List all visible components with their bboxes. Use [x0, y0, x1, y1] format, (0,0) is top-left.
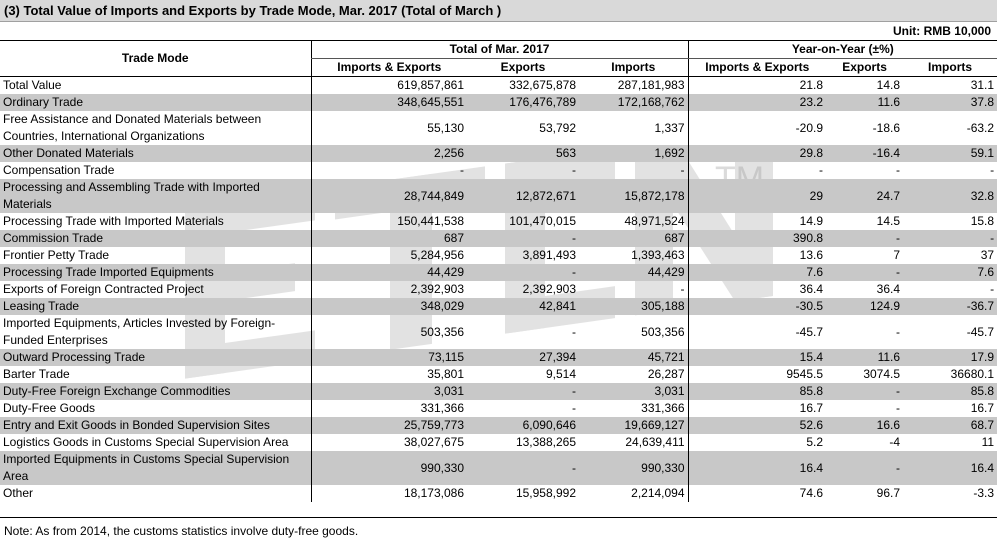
table-row	[0, 298, 997, 315]
total-imports-exports-cell: 619,857,861	[311, 77, 467, 95]
table-row	[0, 281, 997, 298]
total-exports-cell: 176,476,789	[467, 94, 579, 111]
yoy-imports-exports-cell: 74.6	[688, 485, 826, 502]
total-imports-exports-cell: 44,429	[311, 264, 467, 281]
yoy-exports-cell: 11.6	[826, 94, 903, 111]
total-imports-cell: 26,287	[647, 367, 685, 381]
total-imports-cell: 24,639,411	[625, 435, 685, 449]
table-row	[0, 247, 997, 264]
header-total-exports: Exports	[467, 59, 579, 77]
header-yoy-imports: Imports	[903, 59, 997, 77]
total-exports-cell: -	[572, 324, 576, 339]
yoy-imports-exports-cell: 16.7	[688, 400, 826, 417]
trade-mode-cell: Free Assistance and Donated Materials between Countries, International Organizations	[3, 112, 262, 143]
table-row	[0, 213, 997, 230]
trade-mode-cell: Processing Trade with Imported Materials	[3, 214, 224, 228]
yoy-exports-cell: -	[826, 451, 903, 485]
total-exports-cell: 3,891,493	[522, 248, 576, 262]
yoy-exports-cell: 24.7	[826, 179, 903, 213]
yoy-imports-exports-cell: 14.9	[688, 213, 826, 230]
yoy-imports-exports-cell: -	[688, 162, 826, 179]
yoy-exports-cell: 3074.5	[863, 367, 901, 381]
yoy-imports-cell: 16.4	[903, 451, 997, 485]
trade-mode-cell: Barter Trade	[3, 367, 70, 381]
yoy-imports-cell: -3.3	[973, 486, 995, 500]
yoy-exports-cell: 96.7	[876, 486, 901, 500]
yoy-imports-exports-cell: 52.6	[688, 417, 826, 434]
total-exports-cell: 15,958,992	[515, 486, 576, 500]
trade-mode-cell: Leasing Trade	[0, 298, 311, 315]
total-imports-cell: 1,337	[654, 120, 685, 135]
trade-mode-cell: Entry and Exit Goods in Bonded Supervision Sites	[0, 417, 311, 434]
total-imports-exports-cell: -	[311, 162, 467, 179]
total-imports-exports-cell: 150,441,538	[311, 213, 467, 230]
yoy-imports-cell: -45.7	[966, 324, 995, 339]
total-imports-cell: 1,692	[579, 145, 688, 162]
total-exports-cell: -	[572, 401, 576, 415]
total-exports-cell: 332,675,878	[509, 78, 576, 92]
total-imports-cell: 19,669,127	[579, 417, 688, 434]
total-imports-exports-cell: 348,029	[311, 298, 467, 315]
yoy-exports-cell: -	[826, 383, 903, 400]
table-row	[0, 264, 997, 281]
trade-mode-cell: Compensation Trade	[3, 163, 115, 177]
total-imports-cell: 44,429	[579, 264, 688, 281]
header-total-imports-exports: Imports & Exports	[311, 59, 467, 77]
total-imports-cell: 503,356	[641, 324, 685, 339]
yoy-imports-exports-cell: 16.4	[688, 451, 826, 485]
total-exports-cell: 101,470,015	[509, 214, 576, 228]
trade-mode-table	[0, 40, 997, 502]
total-imports-exports-cell: 18,173,086	[311, 485, 467, 502]
total-imports-cell: 687	[579, 230, 688, 247]
yoy-imports-cell: 59.1	[903, 145, 997, 162]
yoy-imports-exports-cell: 36.4	[688, 281, 826, 298]
table-row	[0, 451, 997, 485]
trade-mode-cell: Frontier Petty Trade	[3, 248, 110, 262]
total-imports-exports-cell: 55,130	[311, 111, 467, 145]
table-title: (3) Total Value of Imports and Exports by Trade Mode, Mar. 2017 (Total of March )	[0, 0, 997, 22]
total-imports-exports-cell: 25,759,773	[311, 417, 467, 434]
yoy-imports-exports-cell: 390.8	[688, 230, 826, 247]
yoy-imports-cell: -	[990, 282, 995, 296]
header-total-group: Total of Mar. 2017	[311, 41, 688, 59]
yoy-imports-exports-cell: 23.2	[688, 94, 826, 111]
yoy-exports-cell: 11.6	[826, 349, 903, 366]
total-exports-cell: -	[467, 383, 579, 400]
total-imports-exports-cell: 73,115	[311, 349, 467, 366]
table-row	[0, 179, 997, 213]
trade-mode-cell: Duty-Free Goods	[3, 401, 96, 415]
yoy-exports-cell: 14.8	[876, 78, 901, 92]
trade-mode-cell: Imported Equipments, Articles Invested by Foreign-Funded Enterprises	[3, 316, 276, 347]
yoy-exports-cell: 16.6	[826, 417, 903, 434]
yoy-imports-exports-cell: -30.5	[688, 298, 826, 315]
total-exports-cell: -	[467, 451, 579, 485]
table-body	[0, 77, 997, 503]
total-imports-cell: 287,181,983	[617, 78, 685, 92]
yoy-exports-cell: -18.6	[872, 120, 901, 135]
trade-mode-cell: Imported Equipments in Customs Special Supervision Area	[0, 451, 311, 485]
total-imports-exports-cell: 687	[311, 230, 467, 247]
trade-mode-cell: Outward Processing Trade	[0, 349, 311, 366]
total-imports-cell: 48,971,524	[624, 214, 685, 228]
trade-mode-cell: Ordinary Trade	[0, 94, 311, 111]
yoy-exports-cell: -	[896, 401, 901, 415]
total-imports-exports-cell: 5,284,956	[311, 247, 467, 264]
trade-mode-cell: Processing Trade Imported Equipments	[0, 264, 311, 281]
yoy-imports-exports-cell: 7.6	[688, 264, 826, 281]
table-row	[0, 111, 997, 145]
table-row	[0, 485, 997, 502]
total-exports-cell: 42,841	[467, 298, 579, 315]
header-yoy-group: Year-on-Year (±%)	[688, 41, 997, 59]
total-exports-cell: 563	[467, 145, 579, 162]
trade-mode-cell: Logistics Goods in Customs Special Supervision Area	[3, 435, 289, 449]
yoy-imports-cell: 31.1	[970, 78, 995, 92]
trade-mode-cell: Processing and Assembling Trade with Imported Materials	[0, 179, 311, 213]
table-row	[0, 400, 997, 417]
total-imports-exports-cell: 35,801	[311, 366, 467, 383]
table-row	[0, 77, 997, 95]
table-row	[0, 230, 997, 247]
total-exports-cell: -	[467, 264, 579, 281]
total-imports-exports-cell: 348,645,551	[311, 94, 467, 111]
yoy-exports-cell: -4	[889, 435, 901, 449]
table-row	[0, 383, 997, 400]
yoy-imports-exports-cell: 13.6	[688, 247, 826, 264]
yoy-exports-cell: 36.4	[876, 282, 901, 296]
total-exports-cell: 9,514	[545, 367, 576, 381]
yoy-exports-cell: -16.4	[826, 145, 903, 162]
total-imports-cell: 331,366	[641, 401, 685, 415]
yoy-imports-cell: 85.8	[903, 383, 997, 400]
table-row	[0, 162, 997, 179]
yoy-imports-exports-cell: -20.9	[688, 111, 826, 145]
yoy-imports-exports-cell: -45.7	[688, 315, 826, 349]
total-imports-cell: -	[680, 163, 685, 177]
total-imports-exports-cell: 38,027,675	[311, 434, 467, 451]
trade-mode-cell: Other Donated Materials	[0, 145, 311, 162]
table-row	[0, 145, 997, 162]
total-imports-exports-cell: 503,356	[311, 315, 467, 349]
total-imports-cell: 15,872,178	[579, 179, 688, 213]
yoy-imports-cell: 7.6	[903, 264, 997, 281]
yoy-exports-cell: -	[896, 324, 901, 339]
trade-mode-cell: Exports of Foreign Contracted Project	[3, 282, 204, 296]
yoy-imports-exports-cell: 85.8	[688, 383, 826, 400]
header-yoy-exports: Exports	[826, 59, 903, 77]
yoy-imports-exports-cell: 5.2	[688, 434, 826, 451]
trade-mode-cell: Duty-Free Foreign Exchange Commodities	[0, 383, 311, 400]
header-total-imports: Imports	[579, 59, 688, 77]
table-row	[0, 94, 997, 111]
table-bottom-rule	[0, 517, 997, 518]
trade-mode-cell: Other	[3, 486, 34, 500]
yoy-imports-cell: -	[990, 163, 995, 177]
yoy-imports-exports-cell: 29	[688, 179, 826, 213]
total-imports-exports-cell: 28,744,849	[311, 179, 467, 213]
yoy-imports-cell: 36680.1	[950, 367, 995, 381]
yoy-imports-cell: 37.8	[903, 94, 997, 111]
yoy-imports-cell: -36.7	[903, 298, 997, 315]
yoy-imports-cell: 32.8	[903, 179, 997, 213]
total-imports-cell: 990,330	[579, 451, 688, 485]
yoy-imports-cell: 37	[980, 248, 995, 262]
total-imports-exports-cell: 3,031	[311, 383, 467, 400]
header-yoy-imports-exports: Imports & Exports	[688, 59, 826, 77]
total-imports-cell: 3,031	[579, 383, 688, 400]
yoy-imports-cell: 17.9	[903, 349, 997, 366]
total-imports-exports-cell: 2,392,903	[311, 281, 467, 298]
yoy-imports-exports-cell: 21.8	[688, 77, 826, 95]
total-imports-cell: 172,168,762	[579, 94, 688, 111]
header-trade-mode: Trade Mode	[0, 41, 311, 77]
yoy-imports-cell: 11	[981, 435, 995, 449]
total-exports-cell: 2,392,903	[522, 282, 576, 296]
total-exports-cell: 6,090,646	[467, 417, 579, 434]
yoy-imports-cell: 15.8	[970, 214, 995, 228]
total-imports-cell: 2,214,094	[631, 486, 685, 500]
yoy-exports-cell: -	[896, 163, 901, 177]
total-exports-cell: 13,388,265	[515, 435, 576, 449]
total-exports-cell: 27,394	[467, 349, 579, 366]
total-imports-cell: 45,721	[579, 349, 688, 366]
table-row	[0, 315, 997, 349]
footnote: Note: As from 2014, the customs statistics involve duty-free goods.	[4, 524, 359, 538]
yoy-exports-cell: 124.9	[826, 298, 903, 315]
yoy-imports-exports-cell: 15.4	[688, 349, 826, 366]
yoy-exports-cell: 14.5	[876, 214, 901, 228]
total-imports-exports-cell: 2,256	[311, 145, 467, 162]
total-exports-cell: 12,872,671	[467, 179, 579, 213]
yoy-imports-exports-cell: 29.8	[688, 145, 826, 162]
yoy-imports-cell: -63.2	[966, 120, 995, 135]
unit-label: Unit: RMB 10,000	[892, 24, 991, 38]
total-imports-exports-cell: 990,330	[311, 451, 467, 485]
total-exports-cell: -	[572, 163, 576, 177]
total-imports-exports-cell: 331,366	[311, 400, 467, 417]
yoy-exports-cell: -	[826, 230, 903, 247]
total-imports-cell: 305,188	[579, 298, 688, 315]
yoy-imports-exports-cell: 9545.5	[688, 366, 826, 383]
table-row	[0, 417, 997, 434]
yoy-exports-cell: 7	[893, 248, 901, 262]
table-row	[0, 434, 997, 451]
table-row	[0, 349, 997, 366]
total-exports-cell: -	[467, 230, 579, 247]
yoy-imports-cell: -	[903, 230, 997, 247]
trade-mode-cell: Commission Trade	[0, 230, 311, 247]
trade-mode-cell: Total Value	[3, 78, 62, 92]
yoy-exports-cell: -	[826, 264, 903, 281]
yoy-imports-cell: 16.7	[970, 401, 995, 415]
total-exports-cell: 53,792	[539, 120, 576, 135]
total-imports-cell: 1,393,463	[631, 248, 685, 262]
total-imports-cell: -	[680, 282, 685, 296]
table-row	[0, 366, 997, 383]
yoy-imports-cell: 68.7	[903, 417, 997, 434]
